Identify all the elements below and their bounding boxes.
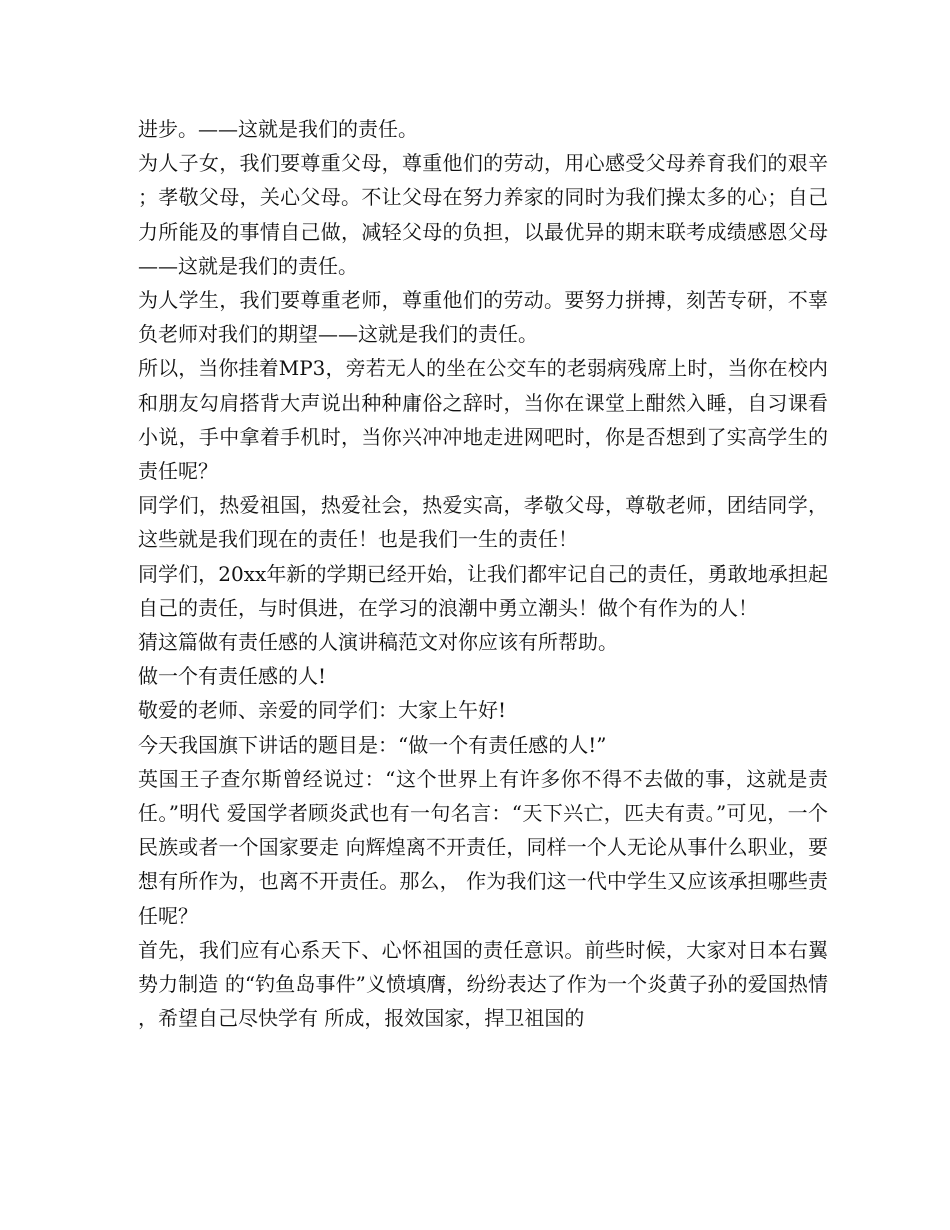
paragraph-5: 同学们，热爱祖国，热爱社会，热爱实高，孝敬父母，尊敬老师，团结同学，这些就是我们现在的责任！也是我们一生的责任！ [138,493,828,552]
paragraph-1: 进步。——这就是我们的责任。 [138,117,418,141]
paragraph-10: 今天我国旗下讲话的题目是：“做一个有责任感的人!” [138,732,607,757]
paragraph-6: 同学们，20xx年新的学期已经开始，让我们都牢记自己的责任，勇敢地承担起自己的责任，与时俱进，在学习的浪潮中勇立潮头！做个有作为的人！ [138,561,828,620]
paragraph-12: 首先，我们应有心系天下、心怀祖国的责任意识。前些时候，大家对日本右翼势力制造 的“钓鱼岛事件”义愤填膺，纷纷表达了作为一个炎黄子孙的爱国热情，希望自己尽快学有 所成，报效国家，捍卫祖国的 [138,937,828,1031]
paragraph-8: 做一个有责任感的人! [138,664,327,689]
document-page [138,112,828,1035]
paragraph-9: 敬爱的老师、亲爱的同学们：大家上午好! [138,698,507,723]
paragraph-11: 英国王子查尔斯曾经说过：“这个世界上有许多你不得不去做的事，这就是责任。”明代 爱国学者顾炎武也有一句名言：“天下兴亡，匹夫有责。”可见，一个民族或者一个国家要走 向辉煌离不开责任，同样一个人无论从事什么职业，要想有所作为，也离不开责任。那么， 作为我们这一代中学生又应该承担哪些责任呢？ [138,766,828,928]
paragraph-3: 为人学生，我们要尊重老师，尊重他们的劳动。要努力拼搏，刻苦专研，不辜负老师对我们的期望——这就是我们的责任。 [138,288,828,347]
paragraph-4: 所以，当你挂着MP3，旁若无人的坐在公交车的老弱病残席上时，当你在校内和朋友勾肩搭背大声说出种种庸俗之辞时，当你在课堂上酣然入睡，自习课看小说，手中拿着手机时，当你兴冲冲地走进网吧时，你是否想到了实高学生的责任呢？ [138,356,828,484]
paragraph-7: 猜这篇做有责任感的人演讲稿范文对你应该有所帮助。 [138,630,618,655]
paragraph-2: 为人子女，我们要尊重父母，尊重他们的劳动，用心感受父母养育我们的艰辛；孝敬父母，关心父母。不让父母在努力养家的同时为我们操太多的心；自己力所能及的事情自己做，减轻父母的负担，以最优异的期末联考成绩感恩父母——这就是我们的责任。 [138,151,828,278]
